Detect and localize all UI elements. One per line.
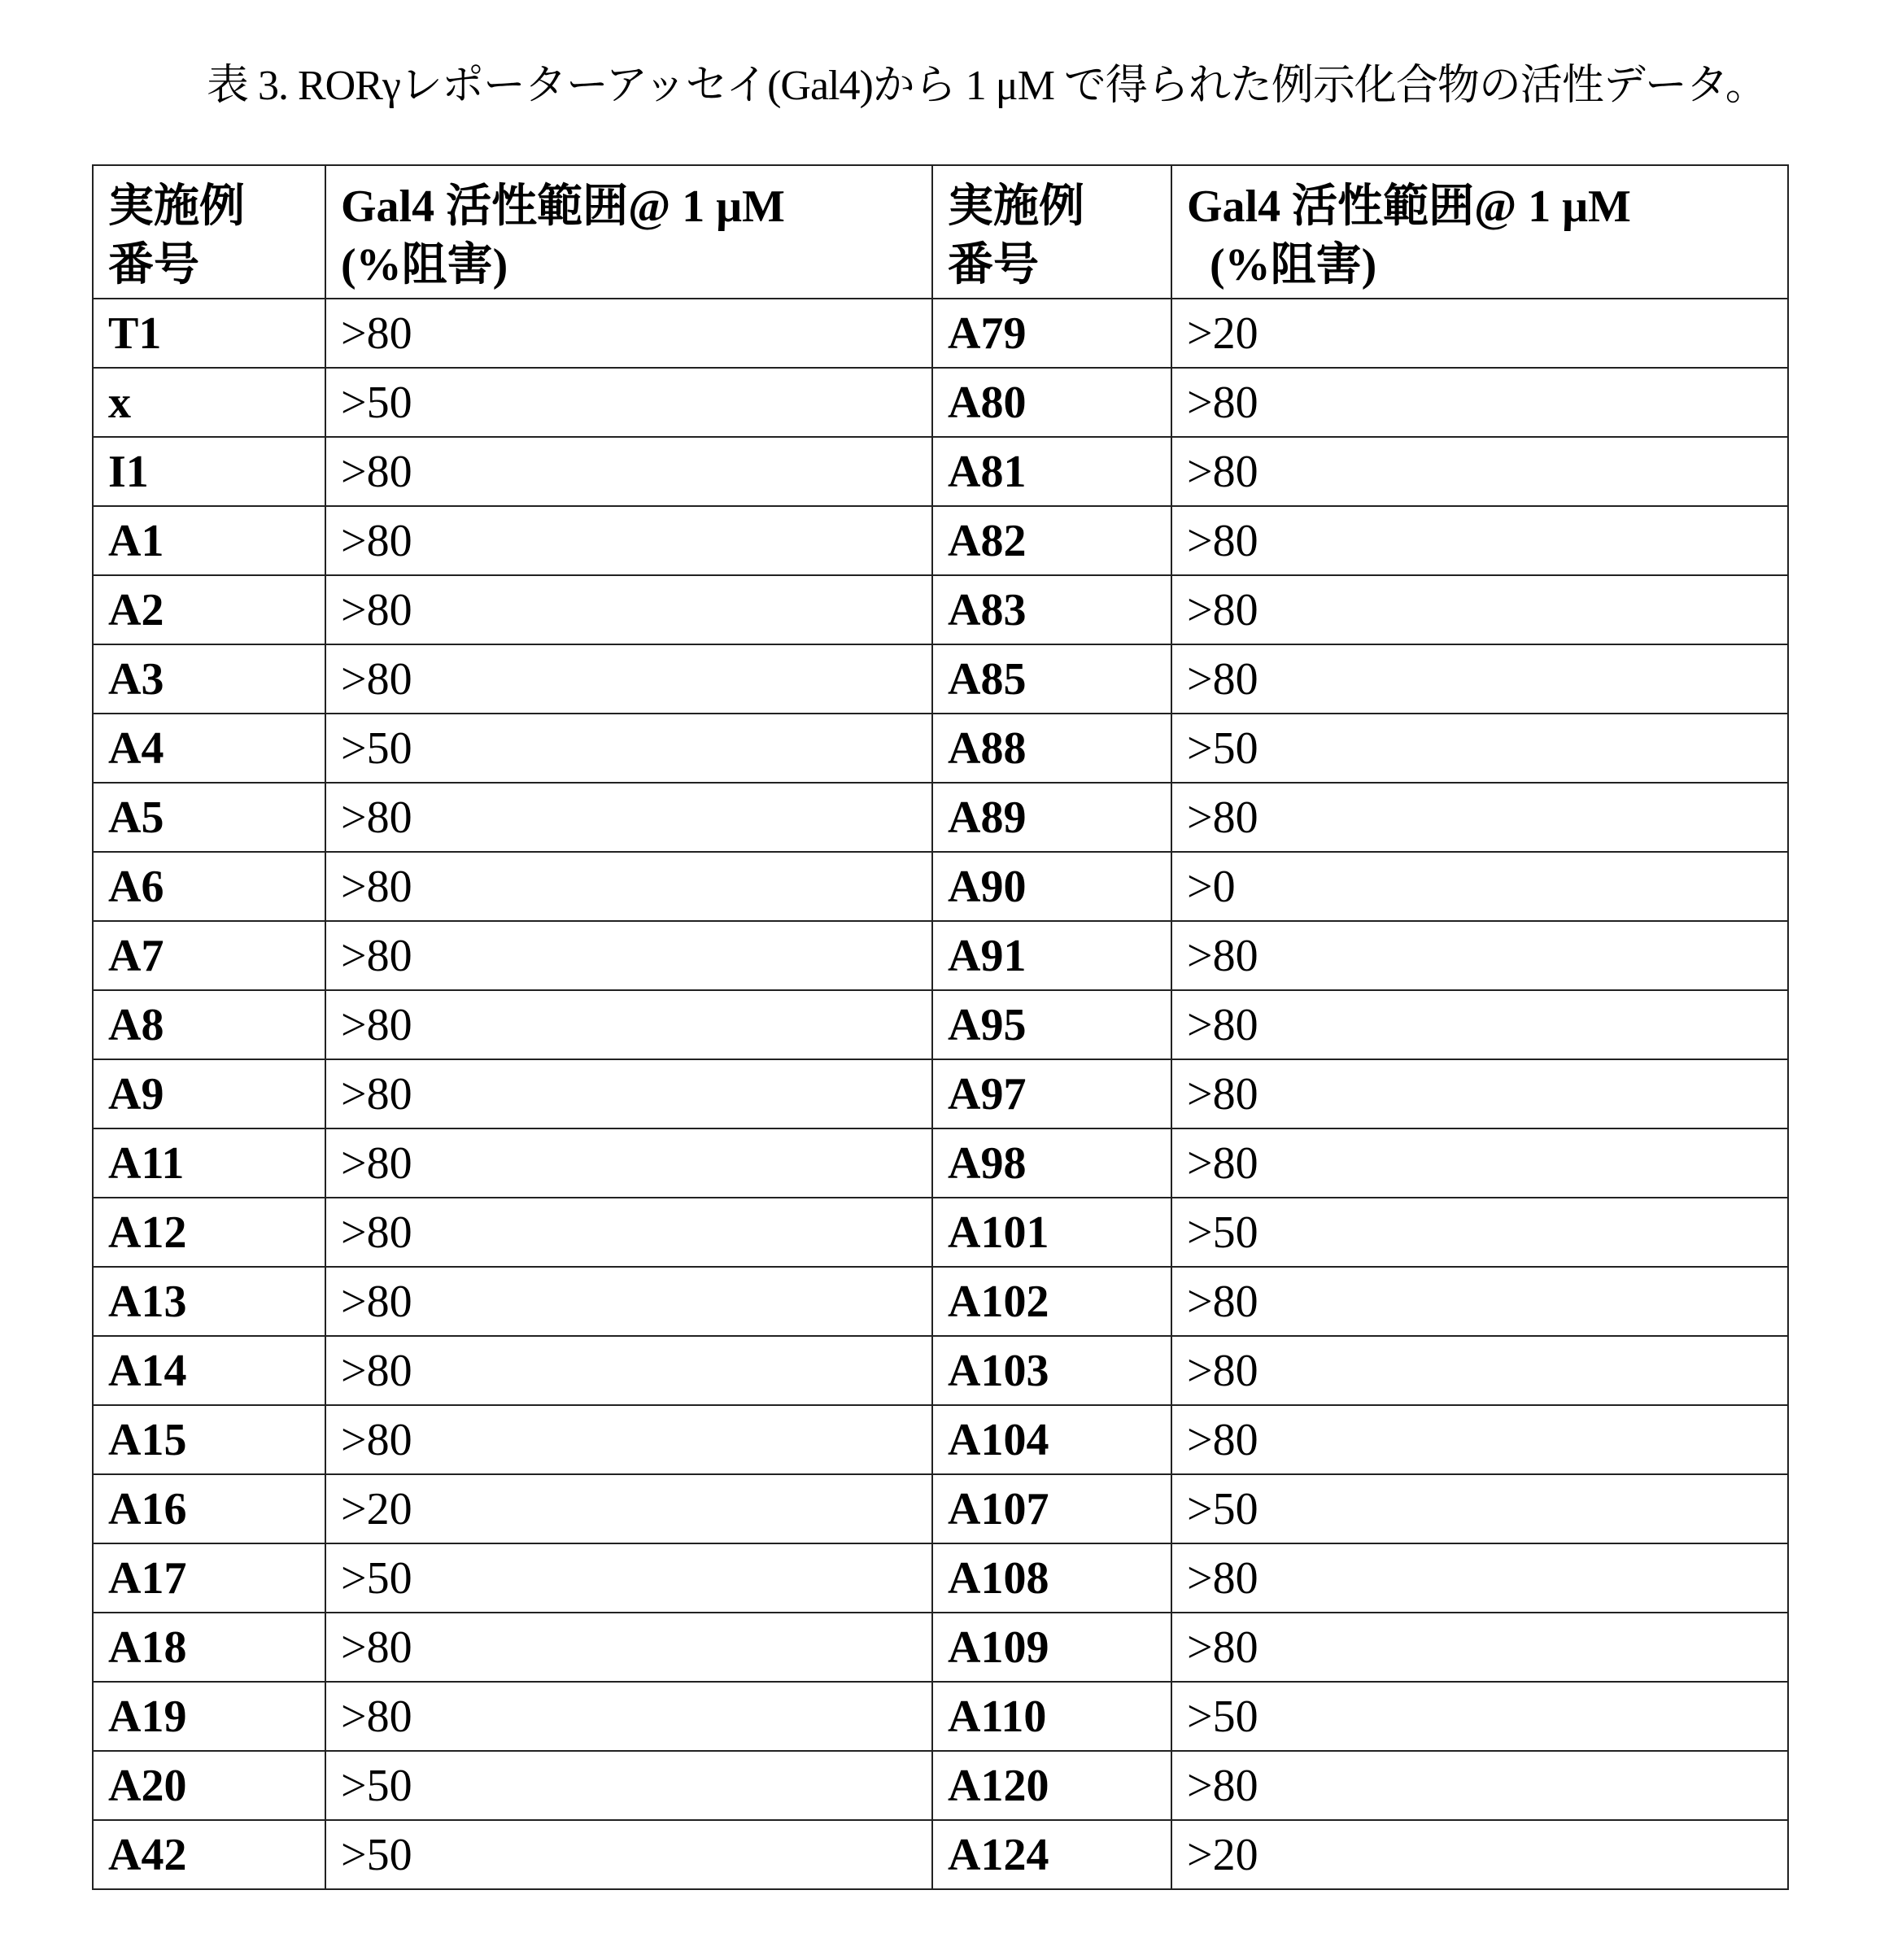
table-row bbox=[93, 575, 1788, 644]
activity-cell: >50 bbox=[325, 1820, 932, 1889]
header-line: 実施例 bbox=[948, 181, 1084, 232]
activity-cell: >80 bbox=[1171, 644, 1788, 714]
example-number-cell: A80 bbox=[932, 368, 1171, 437]
example-number-cell: A6 bbox=[93, 852, 325, 921]
activity-cell: >80 bbox=[1171, 506, 1788, 575]
table-row bbox=[93, 437, 1788, 506]
header-gal4-activity bbox=[1171, 165, 1788, 299]
table-row bbox=[93, 1267, 1788, 1336]
example-number-cell: A42 bbox=[93, 1820, 325, 1889]
activity-cell: >80 bbox=[1171, 1751, 1788, 1820]
table-row bbox=[93, 1128, 1788, 1198]
table-row bbox=[93, 1059, 1788, 1128]
activity-cell: >80 bbox=[325, 299, 932, 368]
example-number-cell: A79 bbox=[932, 299, 1171, 368]
table-row bbox=[93, 299, 1788, 368]
activity-cell: >80 bbox=[1171, 1405, 1788, 1474]
example-number-cell: A81 bbox=[932, 437, 1171, 506]
header-line: Gal4 活性範囲@ 1 μM bbox=[1187, 181, 1631, 232]
table-row bbox=[93, 921, 1788, 990]
activity-cell: >80 bbox=[1171, 783, 1788, 852]
table-row bbox=[93, 1198, 1788, 1267]
table-row bbox=[93, 1820, 1788, 1889]
example-number-cell: x bbox=[93, 368, 325, 437]
table-row bbox=[93, 1613, 1788, 1682]
table-row bbox=[93, 1405, 1788, 1474]
activity-cell: >80 bbox=[325, 1128, 932, 1198]
example-number-cell: A19 bbox=[93, 1682, 325, 1751]
header-gal4-activity bbox=[325, 165, 932, 299]
activity-cell: >80 bbox=[325, 1059, 932, 1128]
activity-cell: >80 bbox=[325, 1405, 932, 1474]
example-number-cell: A3 bbox=[93, 644, 325, 714]
example-number-cell: A5 bbox=[93, 783, 325, 852]
example-number-cell: A7 bbox=[93, 921, 325, 990]
table-row bbox=[93, 783, 1788, 852]
activity-cell: >50 bbox=[1171, 1474, 1788, 1543]
activity-cell: >80 bbox=[325, 990, 932, 1059]
activity-cell: >80 bbox=[325, 1682, 932, 1751]
example-number-cell: A97 bbox=[932, 1059, 1171, 1128]
example-number-cell: A1 bbox=[93, 506, 325, 575]
activity-cell: >50 bbox=[325, 368, 932, 437]
header-example-number bbox=[932, 165, 1171, 299]
example-number-cell: A4 bbox=[93, 714, 325, 783]
header-line: (%阻害) bbox=[1187, 236, 1787, 295]
example-number-cell: A83 bbox=[932, 575, 1171, 644]
activity-cell: >80 bbox=[1171, 1128, 1788, 1198]
header-line: Gal4 活性範囲@ 1 μM bbox=[341, 181, 785, 232]
example-number-cell: A124 bbox=[932, 1820, 1171, 1889]
activity-cell: >50 bbox=[1171, 1682, 1788, 1751]
header-line: 番号 bbox=[948, 236, 1171, 295]
activity-cell: >80 bbox=[1171, 1543, 1788, 1613]
table-row bbox=[93, 1474, 1788, 1543]
example-number-cell: A120 bbox=[932, 1751, 1171, 1820]
table-row bbox=[93, 1682, 1788, 1751]
table-row bbox=[93, 990, 1788, 1059]
activity-cell: >80 bbox=[325, 852, 932, 921]
example-number-cell: A2 bbox=[93, 575, 325, 644]
table-row bbox=[93, 1336, 1788, 1405]
activity-cell: >80 bbox=[1171, 921, 1788, 990]
example-number-cell: A12 bbox=[93, 1198, 325, 1267]
activity-cell: >80 bbox=[1171, 1336, 1788, 1405]
example-number-cell: T1 bbox=[93, 299, 325, 368]
activity-cell: >80 bbox=[325, 506, 932, 575]
table-row bbox=[93, 714, 1788, 783]
table-row bbox=[93, 1543, 1788, 1613]
activity-cell: >20 bbox=[325, 1474, 932, 1543]
example-number-cell: A95 bbox=[932, 990, 1171, 1059]
activity-cell: >80 bbox=[1171, 1267, 1788, 1336]
table-header-row bbox=[93, 165, 1788, 299]
example-number-cell: A101 bbox=[932, 1198, 1171, 1267]
example-number-cell: A110 bbox=[932, 1682, 1171, 1751]
activity-cell: >20 bbox=[1171, 299, 1788, 368]
example-number-cell: A20 bbox=[93, 1751, 325, 1820]
header-line: 実施例 bbox=[108, 181, 245, 232]
example-number-cell: A109 bbox=[932, 1613, 1171, 1682]
example-number-cell: A103 bbox=[932, 1336, 1171, 1405]
example-number-cell: A11 bbox=[93, 1128, 325, 1198]
example-number-cell: A102 bbox=[932, 1267, 1171, 1336]
example-number-cell: A85 bbox=[932, 644, 1171, 714]
header-line: (%阻害) bbox=[341, 236, 931, 295]
table-row bbox=[93, 368, 1788, 437]
example-number-cell: A13 bbox=[93, 1267, 325, 1336]
activity-cell: >50 bbox=[325, 714, 932, 783]
activity-cell: >20 bbox=[1171, 1820, 1788, 1889]
table-row bbox=[93, 1751, 1788, 1820]
example-number-cell: A16 bbox=[93, 1474, 325, 1543]
activity-data-table bbox=[92, 164, 1789, 1890]
example-number-cell: A17 bbox=[93, 1543, 325, 1613]
activity-cell: >0 bbox=[1171, 852, 1788, 921]
example-number-cell: A88 bbox=[932, 714, 1171, 783]
example-number-cell: A8 bbox=[93, 990, 325, 1059]
activity-cell: >80 bbox=[1171, 990, 1788, 1059]
example-number-cell: A91 bbox=[932, 921, 1171, 990]
example-number-cell: A82 bbox=[932, 506, 1171, 575]
table-row bbox=[93, 506, 1788, 575]
activity-cell: >80 bbox=[325, 575, 932, 644]
example-number-cell: A107 bbox=[932, 1474, 1171, 1543]
activity-cell: >50 bbox=[1171, 714, 1788, 783]
activity-cell: >80 bbox=[325, 1198, 932, 1267]
example-number-cell: A89 bbox=[932, 783, 1171, 852]
table-row bbox=[93, 644, 1788, 714]
activity-cell: >80 bbox=[325, 1613, 932, 1682]
activity-cell: >50 bbox=[325, 1543, 932, 1613]
example-number-cell: A104 bbox=[932, 1405, 1171, 1474]
activity-cell: >80 bbox=[325, 1336, 932, 1405]
activity-cell: >80 bbox=[1171, 1059, 1788, 1128]
example-number-cell: A108 bbox=[932, 1543, 1171, 1613]
table-caption: 表 3. RORγレポーターアッセイ(Gal4)から 1 μM で得られた例示化合物の活性データ。 bbox=[207, 50, 1834, 111]
activity-cell: >80 bbox=[1171, 437, 1788, 506]
example-number-cell: A14 bbox=[93, 1336, 325, 1405]
example-number-cell: A15 bbox=[93, 1405, 325, 1474]
activity-cell: >50 bbox=[325, 1751, 932, 1820]
example-number-cell: I1 bbox=[93, 437, 325, 506]
activity-cell: >80 bbox=[325, 437, 932, 506]
activity-cell: >80 bbox=[1171, 575, 1788, 644]
activity-cell: >80 bbox=[325, 644, 932, 714]
header-example-number bbox=[93, 165, 325, 299]
activity-cell: >80 bbox=[1171, 368, 1788, 437]
example-number-cell: A98 bbox=[932, 1128, 1171, 1198]
activity-cell: >80 bbox=[1171, 1613, 1788, 1682]
activity-cell: >50 bbox=[1171, 1198, 1788, 1267]
header-line: 番号 bbox=[108, 236, 325, 295]
activity-cell: >80 bbox=[325, 1267, 932, 1336]
example-number-cell: A9 bbox=[93, 1059, 325, 1128]
table-row bbox=[93, 852, 1788, 921]
activity-cell: >80 bbox=[325, 783, 932, 852]
example-number-cell: A18 bbox=[93, 1613, 325, 1682]
example-number-cell: A90 bbox=[932, 852, 1171, 921]
activity-cell: >80 bbox=[325, 921, 932, 990]
